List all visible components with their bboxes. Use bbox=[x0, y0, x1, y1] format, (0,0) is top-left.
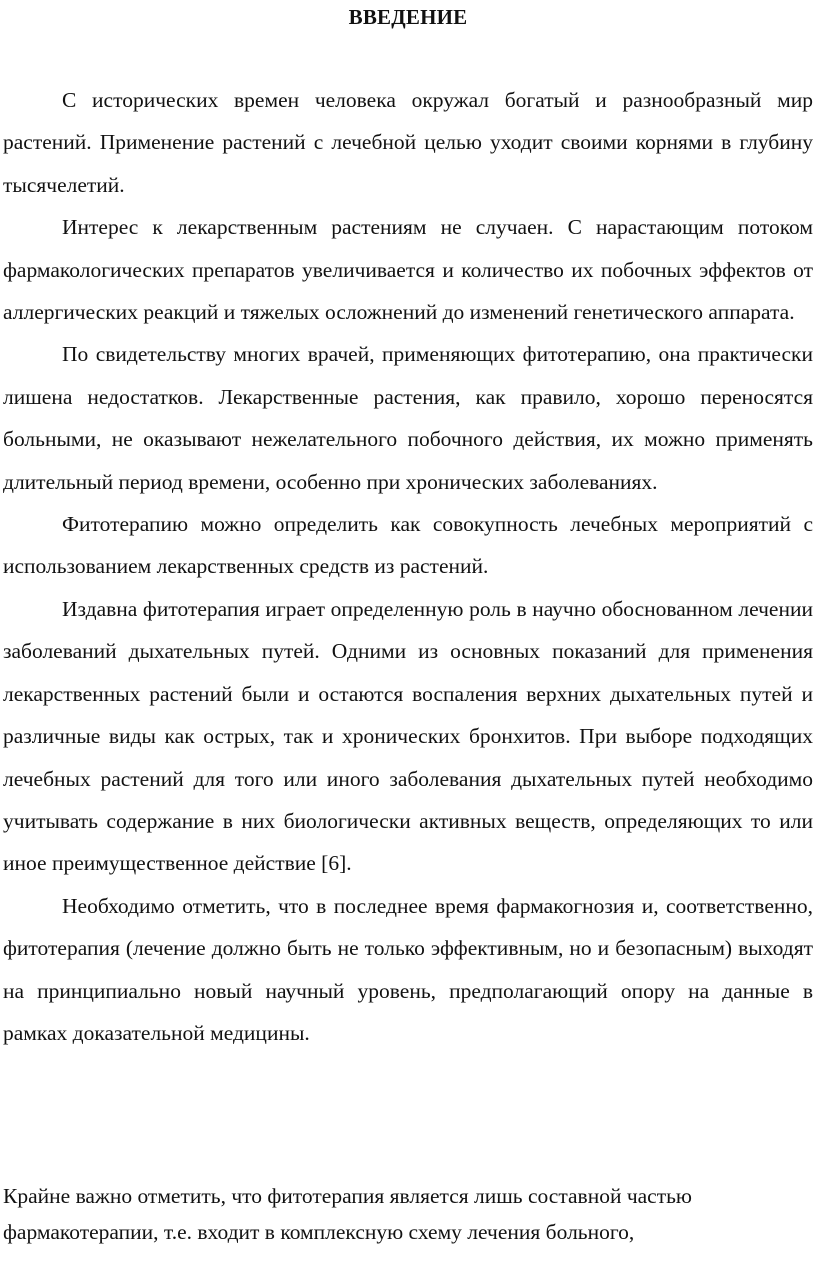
paragraph-interest: Интерес к лекарственным растениям не случаен. С нарастающим потоком фармакологических препаратов увеличивается и количество их побочных эффектов от аллергических реакций и тяжелых осложнений до изменений генетического аппарата. bbox=[3, 215, 813, 325]
document-body bbox=[3, 79, 813, 1054]
paragraph-history: С исторических времен человека окружал богатый и разнообразный мир растений. Применение растений с лечебной целью уходит своими корнями в глубину тысячелетий. bbox=[3, 88, 813, 197]
closing-block bbox=[3, 1178, 803, 1250]
paragraph-evidence-based: Необходимо отметить, что в последнее время фармакогнозия и, соответственно, фитотерапия (лечение должно быть не только эффективным, но и безопасным) выходят на принципиально новый научный уровень, предполагающий опору на данные в рамках доказательной медицины. bbox=[3, 893, 813, 1045]
paragraph-definition: Фитотерапию можно определить как совокупность лечебных мероприятий с использованием лекарственных средств из растений. bbox=[3, 512, 813, 579]
page-title: ВВЕДЕНИЕ bbox=[348, 5, 468, 29]
paragraph-doctors-testimony: По свидетельству многих врачей, применяющих фитотерапию, она практически лишена недостатков. Лекарственные растения, как правило, хорошо переносятся больными, не оказывают нежелательного побочного действия, их можно применять длительный период времени, особенно при хронических заболеваниях. bbox=[3, 342, 813, 494]
paragraph-respiratory: Издавна фитотерапия играет определенную роль в научно обоснованном лечении заболеваний дыхательных путей. Одними из основных показаний для применения лекарственных растений были и остаются воспаления верхних дыхательных путей и различные виды как острых, так и хронических бронхитов. При выборе подходящих лечебных растений для того или иного заболевания дыхательных путей необходимо учитывать содержание в них биологически активных веществ, определяющих то или иное преимущественное действие [6]. bbox=[3, 596, 813, 876]
paragraph-closing: Крайне важно отметить, что фитотерапия является лишь составной частью фармакотерапии, т.е. входит в комплексную схему лечения больного, bbox=[3, 1184, 692, 1244]
